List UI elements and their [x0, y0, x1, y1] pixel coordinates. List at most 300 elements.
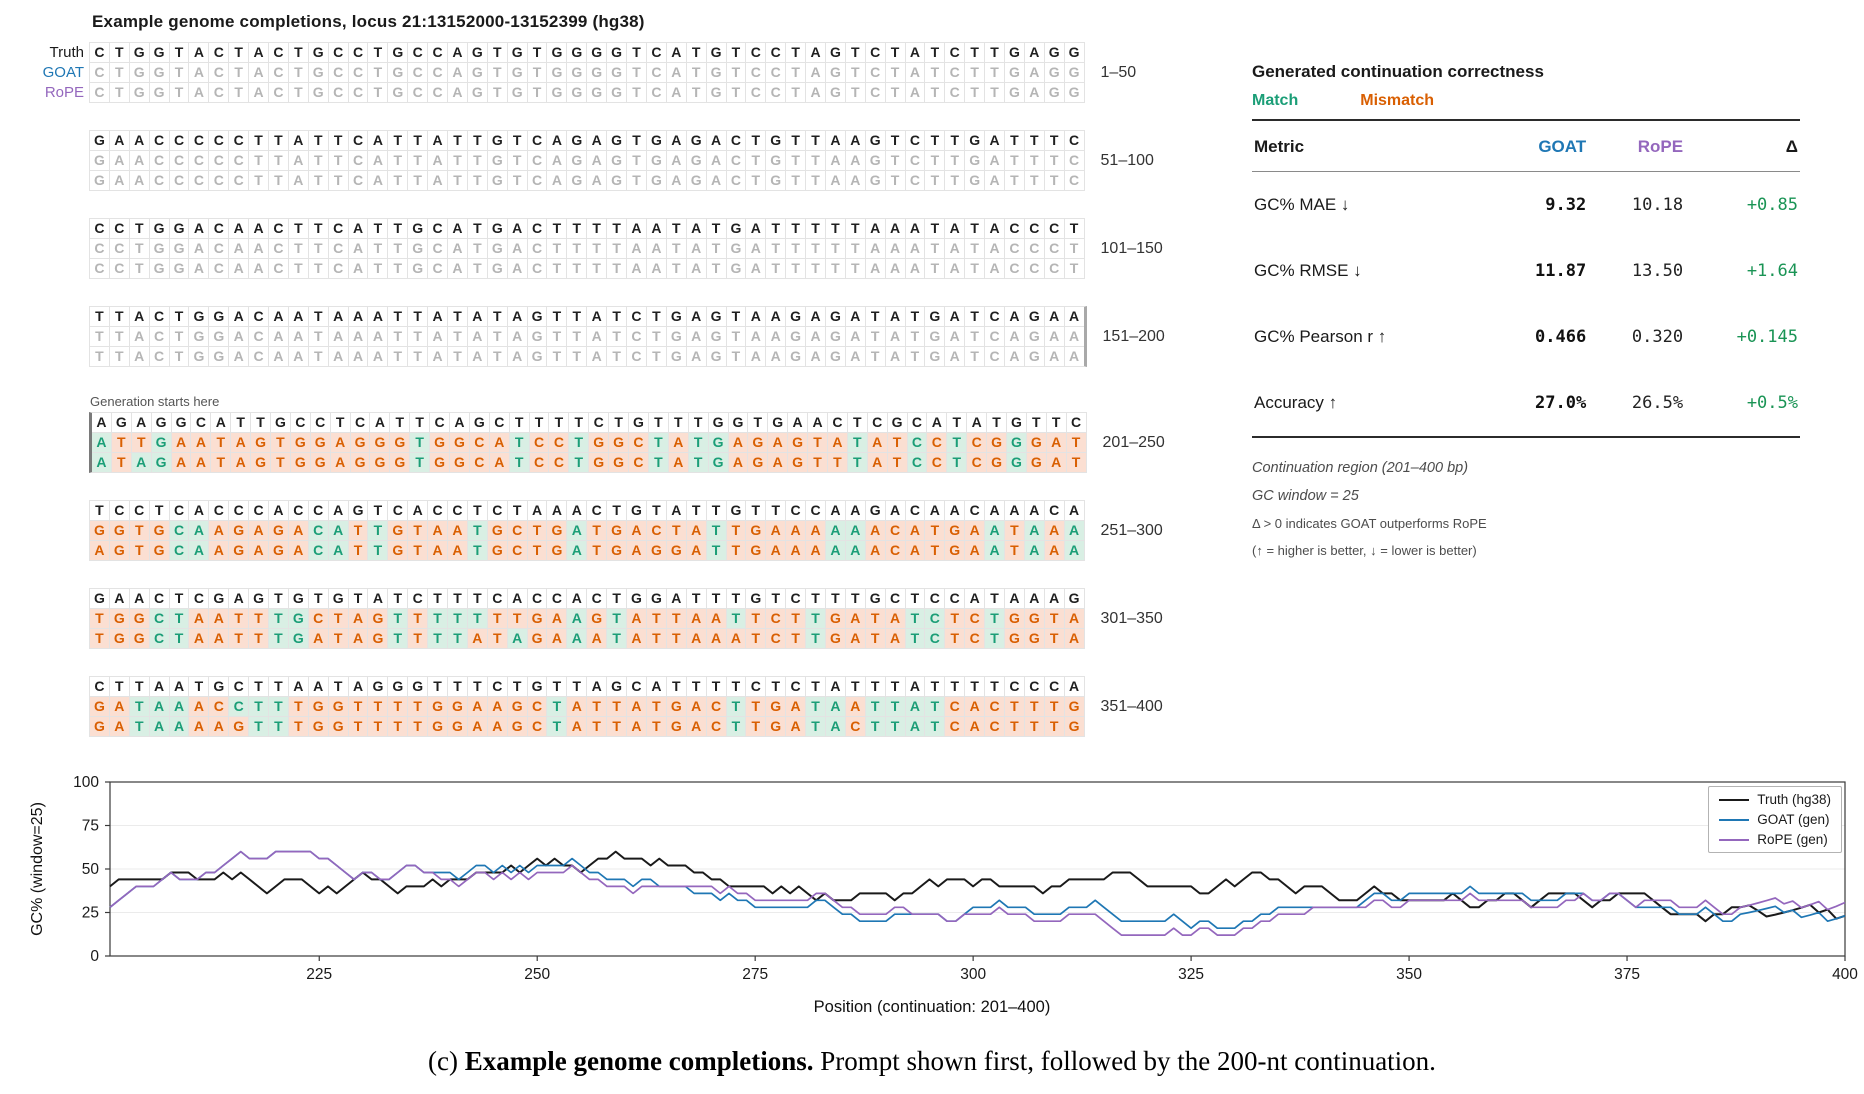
- seq-cell: C: [90, 259, 109, 278]
- seq-cell: T: [170, 629, 189, 648]
- seq-cell: C: [470, 433, 489, 452]
- seq-cell: A: [687, 239, 706, 258]
- seq-cell: G: [309, 43, 328, 62]
- seq-cell: G: [987, 453, 1006, 472]
- seq-cell: T: [806, 717, 825, 736]
- seq-cell: G: [768, 413, 787, 432]
- seq-cell: A: [468, 347, 487, 366]
- seq-cell: T: [846, 219, 865, 238]
- sequence-grid: [89, 676, 1085, 737]
- seq-cell: T: [886, 717, 905, 736]
- seq-cell: T: [806, 171, 825, 190]
- seq-cell: C: [528, 259, 547, 278]
- seq-cell: C: [1025, 677, 1044, 696]
- seq-cell: C: [289, 501, 308, 520]
- seq-cell: C: [868, 413, 887, 432]
- seq-cell: C: [329, 43, 348, 62]
- seq-cell: A: [965, 717, 984, 736]
- seq-cell: T: [567, 259, 586, 278]
- seq-cell: G: [1005, 609, 1024, 628]
- seq-cell: A: [269, 327, 288, 346]
- seq-cell: G: [1025, 347, 1044, 366]
- seq-cell: T: [1045, 151, 1064, 170]
- seq-cell: T: [687, 501, 706, 520]
- seq-cell: G: [528, 629, 547, 648]
- seq-cell: G: [1027, 453, 1046, 472]
- legend-line-swatch: [1719, 799, 1749, 801]
- seq-cell: T: [607, 501, 626, 520]
- seq-cell: A: [826, 541, 845, 560]
- seq-cell: A: [508, 219, 527, 238]
- seq-cell: A: [768, 453, 787, 472]
- seq-cell: A: [687, 541, 706, 560]
- seq-cell: C: [627, 307, 646, 326]
- seq-cell: C: [908, 453, 927, 472]
- seq-cell: A: [1065, 541, 1084, 560]
- seq-cell: A: [786, 697, 805, 716]
- seq-cell: T: [886, 151, 905, 170]
- seq-cell: G: [311, 433, 330, 452]
- seq-cell: T: [547, 347, 566, 366]
- seq-cell: G: [90, 589, 109, 608]
- seq-cell: A: [189, 541, 208, 560]
- seq-cell: A: [985, 151, 1004, 170]
- seq-cell: G: [607, 677, 626, 696]
- seq-cell: T: [945, 131, 964, 150]
- seq-cell: T: [828, 453, 847, 472]
- seq-cell: T: [508, 151, 527, 170]
- seq-cell: T: [925, 83, 944, 102]
- seq-cell: T: [1025, 171, 1044, 190]
- seq-cell: C: [470, 453, 489, 472]
- seq-cell: T: [488, 609, 507, 628]
- seq-cell: C: [746, 63, 765, 82]
- seq-cell: T: [130, 219, 149, 238]
- seq-cell: A: [331, 453, 350, 472]
- seq-cell: G: [249, 589, 268, 608]
- seq-cell: A: [806, 43, 825, 62]
- seq-cell: C: [229, 131, 248, 150]
- seq-cell: T: [448, 151, 467, 170]
- seq-cell: T: [786, 239, 805, 258]
- seq-cell: T: [647, 501, 666, 520]
- seq-cell: T: [906, 307, 925, 326]
- seq-cell: T: [806, 131, 825, 150]
- seq-cell: T: [1065, 239, 1084, 258]
- seq-cell: T: [727, 327, 746, 346]
- seq-cell: A: [567, 629, 586, 648]
- seq-cell: T: [985, 609, 1004, 628]
- seq-cell: G: [826, 609, 845, 628]
- seq-cell: A: [428, 171, 447, 190]
- seq-cell: A: [647, 219, 666, 238]
- seq-cell: C: [1025, 219, 1044, 238]
- seq-cell: A: [488, 717, 507, 736]
- seq-cell: T: [607, 697, 626, 716]
- seq-cell: T: [271, 453, 290, 472]
- seq-cell: T: [408, 327, 427, 346]
- seq-cell: A: [687, 259, 706, 278]
- seq-cell: C: [1005, 677, 1024, 696]
- seq-cell: C: [189, 131, 208, 150]
- seq-cell: C: [428, 239, 447, 258]
- seq-cell: T: [448, 131, 467, 150]
- seq-cell: G: [150, 219, 169, 238]
- seq-line-rope: [90, 541, 1084, 560]
- seq-cell: C: [766, 609, 785, 628]
- seq-cell: G: [110, 541, 129, 560]
- row-label: [0, 521, 84, 540]
- seq-cell: C: [927, 453, 946, 472]
- seq-cell: T: [985, 83, 1004, 102]
- seq-cell: T: [390, 413, 409, 432]
- seq-cell: T: [609, 413, 628, 432]
- seq-cell: A: [587, 327, 606, 346]
- row-label: Truth: [49, 44, 84, 61]
- seq-cell: G: [786, 307, 805, 326]
- seq-cell: A: [627, 609, 646, 628]
- seq-cell: T: [408, 171, 427, 190]
- seq-cell: T: [547, 259, 566, 278]
- seq-cell: T: [331, 413, 350, 432]
- seq-cell: T: [368, 239, 387, 258]
- seq-cell: C: [209, 63, 228, 82]
- seq-cell: T: [587, 541, 606, 560]
- series-goat: [110, 852, 1845, 929]
- seq-cell: T: [587, 219, 606, 238]
- seq-cell: G: [388, 83, 407, 102]
- seq-cell: T: [269, 629, 288, 648]
- seq-cell: T: [90, 327, 109, 346]
- seq-cell: A: [906, 63, 925, 82]
- seq-cell: T: [170, 43, 189, 62]
- seq-cell: A: [349, 307, 368, 326]
- seq-cell: C: [349, 83, 368, 102]
- rule-bottom: [1252, 436, 1800, 438]
- seq-cell: G: [150, 259, 169, 278]
- seq-cell: C: [766, 629, 785, 648]
- seq-cell: A: [368, 307, 387, 326]
- metrics-footnote: GC window = 25: [1252, 488, 1359, 504]
- seq-cell: A: [667, 43, 686, 62]
- seq-cell: T: [468, 171, 487, 190]
- seq-cell: C: [1065, 131, 1084, 150]
- seq-cell: T: [689, 413, 708, 432]
- seq-cell: G: [627, 589, 646, 608]
- sequence-range-label: 201–250: [1102, 433, 1165, 451]
- seq-cell: T: [886, 677, 905, 696]
- seq-cell: G: [607, 83, 626, 102]
- seq-cell: G: [1007, 413, 1026, 432]
- seq-cell: A: [945, 327, 964, 346]
- seq-cell: C: [229, 677, 248, 696]
- seq-cell: T: [848, 433, 867, 452]
- seq-cell: T: [1045, 171, 1064, 190]
- seq-cell: C: [627, 327, 646, 346]
- seq-cell: C: [170, 171, 189, 190]
- seq-cell: A: [707, 171, 726, 190]
- seq-cell: G: [647, 541, 666, 560]
- seq-cell: G: [748, 433, 767, 452]
- seq-cell: T: [448, 327, 467, 346]
- seq-cell: A: [368, 151, 387, 170]
- seq-cell: T: [607, 717, 626, 736]
- seq-cell: T: [766, 501, 785, 520]
- seq-cell: T: [866, 697, 885, 716]
- seq-cell: A: [766, 541, 785, 560]
- seq-cell: A: [806, 307, 825, 326]
- seq-cell: A: [329, 307, 348, 326]
- seq-cell: A: [985, 501, 1004, 520]
- seq-cell: C: [189, 171, 208, 190]
- seq-cell: C: [110, 239, 129, 258]
- seq-cell: G: [667, 541, 686, 560]
- seq-cell: T: [866, 347, 885, 366]
- seq-cell: C: [967, 433, 986, 452]
- caption-index: (c): [428, 1046, 465, 1076]
- seq-cell: A: [229, 239, 248, 258]
- seq-cell: G: [408, 239, 427, 258]
- seq-cell: T: [289, 697, 308, 716]
- seq-cell: G: [826, 629, 845, 648]
- seq-cell: G: [1025, 629, 1044, 648]
- seq-cell: G: [209, 589, 228, 608]
- seq-cell: T: [607, 347, 626, 366]
- seq-cell: A: [289, 131, 308, 150]
- seq-cell: A: [92, 413, 111, 432]
- seq-cell: A: [231, 453, 250, 472]
- seq-cell: A: [846, 327, 865, 346]
- seq-cell: A: [1025, 521, 1044, 540]
- seq-cell: T: [368, 219, 387, 238]
- seq-cell: T: [727, 609, 746, 628]
- seq-cell: A: [667, 171, 686, 190]
- seq-cell: T: [627, 171, 646, 190]
- seq-cell: C: [189, 151, 208, 170]
- seq-cell: T: [309, 327, 328, 346]
- seq-cell: T: [289, 239, 308, 258]
- seq-cell: T: [170, 609, 189, 628]
- seq-cell: G: [888, 413, 907, 432]
- seq-cell: A: [448, 521, 467, 540]
- seq-cell: T: [388, 219, 407, 238]
- seq-cell: A: [886, 219, 905, 238]
- x-tick-label: 350: [1396, 966, 1423, 983]
- seq-cell: G: [508, 63, 527, 82]
- seq-cell: A: [450, 413, 469, 432]
- seq-cell: T: [249, 697, 268, 716]
- seq-cell: A: [448, 541, 467, 560]
- seq-cell: A: [866, 239, 885, 258]
- seq-cell: G: [667, 717, 686, 736]
- seq-cell: T: [368, 43, 387, 62]
- seq-cell: G: [508, 83, 527, 102]
- seq-cell: C: [488, 589, 507, 608]
- seq-cell: G: [766, 131, 785, 150]
- seq-cell: T: [806, 609, 825, 628]
- seq-cell: G: [709, 433, 728, 452]
- seq-cell: T: [130, 541, 149, 560]
- seq-cell: T: [647, 327, 666, 346]
- seq-cell: T: [349, 521, 368, 540]
- seq-cell: T: [388, 259, 407, 278]
- col-header-rope: RoPE: [1637, 137, 1684, 156]
- seq-cell: T: [985, 63, 1004, 82]
- seq-cell: G: [428, 697, 447, 716]
- seq-cell: T: [965, 677, 984, 696]
- legend-label: Truth (hg38): [1757, 792, 1831, 807]
- seq-cell: A: [170, 677, 189, 696]
- seq-cell: C: [927, 433, 946, 452]
- seq-cell: A: [567, 589, 586, 608]
- seq-line-rope: [90, 83, 1084, 102]
- seq-cell: A: [189, 697, 208, 716]
- seq-cell: C: [647, 83, 666, 102]
- seq-cell: C: [528, 219, 547, 238]
- seq-cell: A: [130, 151, 149, 170]
- seq-cell: T: [368, 521, 387, 540]
- seq-cell: T: [826, 589, 845, 608]
- seq-line-rope: [92, 453, 1086, 472]
- sequence-row-labels: [0, 501, 89, 560]
- seq-cell: G: [746, 521, 765, 540]
- seq-cell: T: [1067, 453, 1086, 472]
- seq-cell: G: [289, 609, 308, 628]
- seq-cell: T: [309, 171, 328, 190]
- seq-line-goat: [90, 609, 1084, 628]
- seq-cell: A: [189, 219, 208, 238]
- seq-cell: G: [1065, 697, 1084, 716]
- seq-cell: A: [707, 609, 726, 628]
- seq-cell: T: [468, 677, 487, 696]
- row-label: [0, 677, 84, 696]
- seq-cell: A: [209, 609, 228, 628]
- seq-cell: T: [388, 629, 407, 648]
- seq-cell: A: [349, 239, 368, 258]
- seq-cell: T: [229, 83, 248, 102]
- seq-cell: G: [130, 609, 149, 628]
- seq-cell: T: [866, 717, 885, 736]
- seq-cell: A: [567, 501, 586, 520]
- seq-cell: T: [906, 327, 925, 346]
- seq-cell: G: [1045, 43, 1064, 62]
- seq-cell: T: [90, 501, 109, 520]
- seq-cell: A: [868, 453, 887, 472]
- seq-cell: C: [90, 219, 109, 238]
- seq-cell: A: [587, 629, 606, 648]
- seq-cell: T: [408, 717, 427, 736]
- row-label: RoPE: [44, 84, 84, 101]
- seq-cell: C: [786, 501, 805, 520]
- seq-cell: T: [965, 307, 984, 326]
- seq-cell: G: [707, 43, 726, 62]
- seq-cell: A: [349, 677, 368, 696]
- col-header-metric: Metric: [1254, 137, 1305, 156]
- seq-cell: A: [189, 629, 208, 648]
- seq-cell: G: [766, 151, 785, 170]
- seq-cell: G: [528, 327, 547, 346]
- seq-cell: T: [1045, 697, 1064, 716]
- sequence-range-label: 151–200: [1102, 327, 1165, 345]
- seq-cell: G: [269, 541, 288, 560]
- seq-cell: T: [269, 589, 288, 608]
- seq-cell: A: [428, 347, 447, 366]
- seq-cell: G: [488, 151, 507, 170]
- seq-cell: T: [368, 717, 387, 736]
- seq-cell: A: [329, 521, 348, 540]
- seq-cell: T: [945, 609, 964, 628]
- seq-cell: G: [1065, 83, 1084, 102]
- seq-cell: T: [547, 327, 566, 346]
- y-tick-label: 50: [81, 861, 99, 878]
- seq-cell: A: [1025, 83, 1044, 102]
- seq-cell: A: [130, 589, 149, 608]
- seq-cell: G: [729, 413, 748, 432]
- seq-cell: C: [428, 43, 447, 62]
- seq-cell: A: [846, 151, 865, 170]
- seq-cell: T: [607, 239, 626, 258]
- seq-cell: G: [309, 717, 328, 736]
- seq-cell: A: [329, 501, 348, 520]
- seq-cell: T: [428, 609, 447, 628]
- seq-cell: T: [569, 453, 588, 472]
- seq-cell: A: [965, 521, 984, 540]
- seq-cell: T: [766, 239, 785, 258]
- seq-cell: C: [985, 327, 1004, 346]
- seq-cell: T: [806, 239, 825, 258]
- seq-cell: T: [468, 219, 487, 238]
- x-tick-label: 225: [306, 966, 333, 983]
- seq-cell: C: [150, 327, 169, 346]
- seq-cell: T: [309, 589, 328, 608]
- seq-cell: G: [707, 327, 726, 346]
- seq-cell: C: [329, 219, 348, 238]
- seq-cell: T: [1005, 131, 1024, 150]
- seq-cell: G: [707, 63, 726, 82]
- seq-cell: C: [488, 677, 507, 696]
- seq-cell: G: [587, 609, 606, 628]
- sequence-row-labels: [0, 131, 89, 190]
- seq-cell: A: [209, 629, 228, 648]
- seq-cell: C: [229, 697, 248, 716]
- seq-cell: G: [430, 453, 449, 472]
- seq-cell: C: [627, 347, 646, 366]
- seq-cell: T: [925, 677, 944, 696]
- seq-cell: G: [311, 453, 330, 472]
- seq-cell: G: [1065, 589, 1084, 608]
- row-label: [0, 541, 84, 560]
- seq-cell: C: [90, 43, 109, 62]
- seq-cell: A: [547, 501, 566, 520]
- seq-cell: A: [468, 629, 487, 648]
- seq-line-rope: [90, 629, 1084, 648]
- row-label: [0, 629, 84, 648]
- seq-cell: A: [1005, 347, 1024, 366]
- seq-cell: A: [547, 609, 566, 628]
- seq-cell: A: [269, 307, 288, 326]
- seq-cell: T: [488, 307, 507, 326]
- seq-cell: T: [587, 697, 606, 716]
- seq-cell: T: [1065, 219, 1084, 238]
- seq-cell: T: [649, 433, 668, 452]
- seq-cell: A: [189, 43, 208, 62]
- seq-cell: A: [309, 629, 328, 648]
- seq-cell: G: [647, 171, 666, 190]
- seq-cell: A: [130, 131, 149, 150]
- seq-cell: G: [528, 677, 547, 696]
- seq-cell: T: [727, 307, 746, 326]
- seq-cell: T: [727, 697, 746, 716]
